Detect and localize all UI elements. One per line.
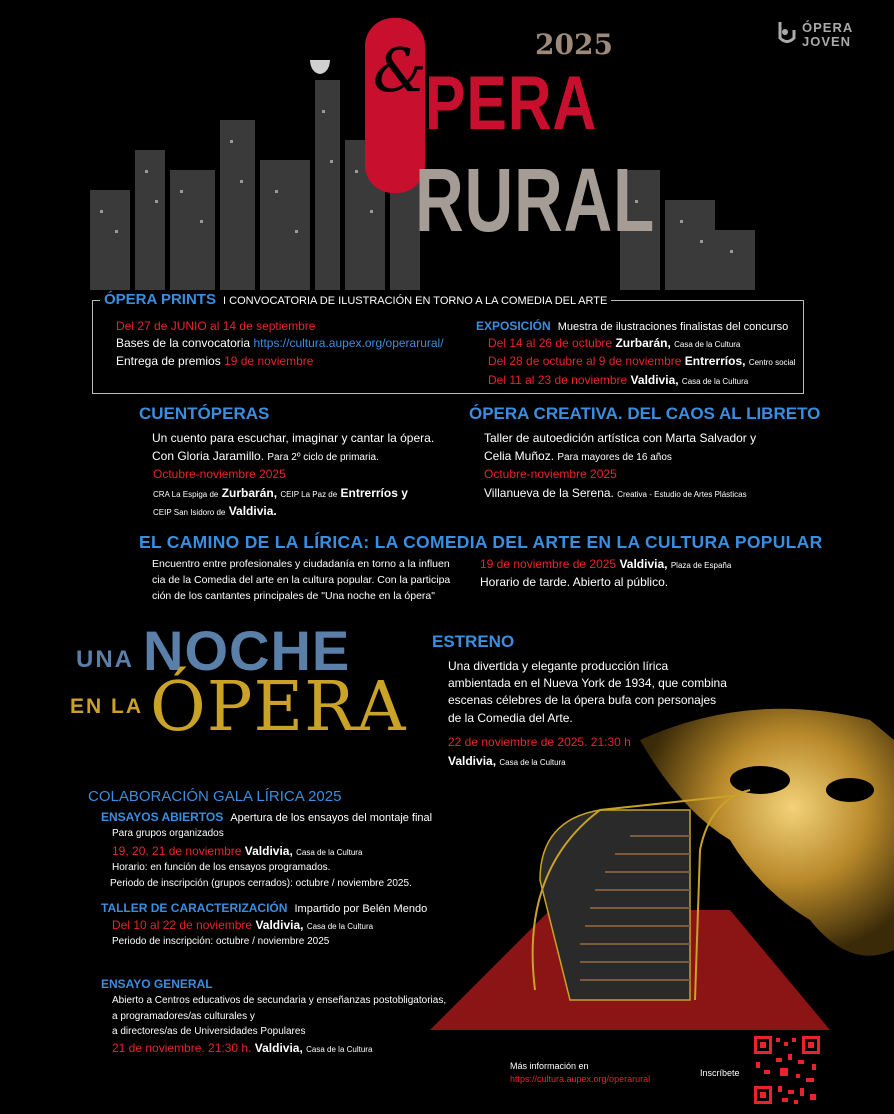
expo-venue: Casa de la Cultura: [674, 340, 741, 349]
expo-date: Del 28 de octubre al 9 de noviembre: [488, 354, 682, 368]
estreno-venue: Casa de la Cultura: [499, 758, 566, 767]
cuentoperas-venues-row1: [153, 486, 408, 500]
prints-prize-row: [116, 354, 313, 368]
camino-text2: cia de la Comedia del arte en la cultura popular. Con la participa: [152, 574, 451, 586]
creativa-title: ÓPERA CREATIVA. DEL CAOS AL LIBRETO: [469, 404, 821, 423]
ensayos-period: Periodo de inscripción (grupos cerrados): octubre / noviembre 2025.: [110, 878, 412, 889]
footer-more: Más información en: [510, 1061, 589, 1071]
venue-prefix: CEIP La Paz de: [280, 490, 338, 499]
noche-noche: NOCHE: [143, 619, 351, 682]
prints-prize-label: Entrega de premios: [116, 354, 221, 368]
ensayos-venue: Casa de la Cultura: [296, 848, 363, 857]
creativa-venue: Creativa - Estudio de Artes Plásticas: [617, 490, 747, 499]
general-line1: Abierto a Centros educativos de secundaria y enseñanzas postobligatorias,: [112, 995, 447, 1006]
camino-title: EL CAMINO DE LA LÍRICA: LA COMEDIA DEL ARTE EN LA CULTURA POPULAR: [139, 532, 823, 552]
general-line3: a directores/as de Universidades Populares: [112, 1026, 306, 1037]
general-label: ENSAYO GENERAL: [101, 977, 213, 991]
expo-date: Del 14 al 26 de octubre: [488, 336, 613, 350]
hand-note-icon: [776, 18, 798, 46]
title-line-2: RURAL: [415, 151, 655, 251]
ensayos-for: Para grupos organizados: [112, 828, 224, 839]
expo-venue: Centro social: [748, 358, 796, 367]
expo-place: Zurbarán,: [615, 336, 671, 350]
cuentoperas-dates: Octubre-noviembre 2025: [153, 467, 286, 481]
prints-heading: [100, 291, 611, 308]
qr-code-icon[interactable]: [752, 1034, 822, 1106]
expo-item: [488, 336, 740, 350]
estreno-line3: escenas célebres de la ópera bufa con personajes: [448, 693, 717, 707]
prints-title: ÓPERA PRINTS: [104, 291, 216, 308]
general-place: Valdivia,: [254, 1041, 303, 1055]
expo-label: EXPOSICIÓN: [476, 319, 551, 333]
prints-bases-link[interactable]: https://cultura.aupex.org/operarural/: [253, 336, 444, 350]
cuentoperas-line1: Un cuento para escuchar, imaginar y cantar la ópera.: [152, 431, 435, 445]
camino-date: 19 de noviembre de 2025: [480, 557, 617, 571]
logo-bottom-text: JOVEN: [802, 34, 852, 49]
creativa-venue-row: [484, 486, 747, 500]
camino-date-row: [480, 557, 731, 571]
general-date-row: [112, 1041, 372, 1055]
general-line2: a programadores/as culturales y: [112, 1011, 255, 1022]
logo-top-text: ÓPERA: [802, 20, 854, 35]
camino-venue: Plaza de España: [670, 561, 732, 570]
ensayos-date-row: [112, 844, 362, 858]
taller-place: Valdivia,: [255, 918, 304, 932]
noche-opera: ÓPERA: [150, 668, 407, 747]
creativa-host: Celia Muñoz.: [484, 449, 555, 463]
taller-venue: Casa de la Cultura: [306, 922, 374, 931]
estreno-title: ESTRENO: [432, 632, 515, 651]
venue-place: Zurbarán,: [221, 486, 278, 500]
footer-signup: Inscríbete: [700, 1068, 740, 1078]
expo-date: Del 11 al 23 de noviembre: [488, 373, 628, 387]
estreno-line4: de la Comedia del Arte.: [448, 711, 573, 725]
title-line-1: PERA: [425, 61, 598, 146]
taller-period: Periodo de inscripción: octubre / noviembre 2025: [112, 936, 330, 947]
ensayos-heading-row: [101, 810, 432, 824]
estreno-line1: Una divertida y elegante producción lírica: [448, 659, 669, 673]
expo-item: [488, 373, 748, 387]
expo-place: Valdivia,: [630, 373, 679, 387]
estreno-date: 22 de noviembre de 2025. 21:30 h: [448, 735, 631, 749]
expo-heading-row: [476, 319, 788, 333]
creativa-dates: Octubre-noviembre 2025: [484, 467, 617, 481]
taller-label: TALLER DE CARACTERIZACIÓN: [101, 901, 288, 915]
creativa-place: Villanueva de la Serena.: [484, 486, 614, 500]
ensayos-label: ENSAYOS ABIERTOS: [101, 810, 224, 824]
general-venue: Casa de la Cultura: [306, 1045, 373, 1054]
taller-date: Del 10 al 22 de noviembre: [112, 918, 253, 932]
opera-joven-logo: [776, 18, 876, 48]
venue-prefix: CRA La Espiga de: [153, 490, 219, 499]
camino-place: Valdivia,: [619, 557, 668, 571]
venue-place: Valdivia.: [228, 504, 277, 518]
footer-url[interactable]: https://cultura.aupex.org/operarural: [510, 1074, 651, 1084]
cuentoperas-host: Con Gloria Jaramillo.: [152, 449, 265, 463]
camino-note: Horario de tarde. Abierto al público.: [480, 575, 669, 589]
cuentoperas-venues-row2: [153, 504, 277, 518]
taller-heading-row: [101, 901, 427, 915]
year-label: 2025: [535, 28, 613, 61]
general-date: 21 de noviembre. 21:30 h.: [112, 1041, 252, 1055]
expo-venue: Casa de la Cultura: [681, 377, 749, 386]
ampersand-o-mark: &: [365, 18, 425, 193]
ensayos-place: Valdivia,: [244, 844, 293, 858]
cuentoperas-line2: [152, 449, 379, 463]
prints-subtitle: I CONVOCATORIA DE ILUSTRACIÓN EN TORNO A LA COMEDIA DEL ARTE: [223, 295, 608, 307]
cuentoperas-audience: Para 2º ciclo de primaria.: [267, 452, 379, 463]
expo-desc: Muestra de ilustraciones finalistas del concurso: [557, 321, 789, 333]
creativa-line1: Taller de autoedición artística con Marta Salvador y: [484, 431, 757, 445]
ensayos-hours: Horario: en función de los ensayos programados.: [112, 862, 331, 873]
prints-bases-row: [116, 336, 444, 350]
venue-place: Entrerríos y: [340, 486, 408, 500]
camino-text3: ción de los cantantes principales de "Una noche en la ópera": [152, 590, 435, 602]
prints-prize-date: 19 de noviembre: [224, 354, 314, 368]
ensayos-desc: Apertura de los ensayos del montaje final: [230, 812, 433, 824]
camino-text1: Encuentro entre profesionales y ciudadanía en torno a la influen: [152, 558, 450, 570]
noche-en-la: EN LA: [70, 695, 143, 718]
estreno-place: Valdivia,: [448, 754, 497, 768]
ensayos-date: 19, 20, 21 de noviembre: [112, 844, 242, 858]
estreno-line2: ambientada en el Nueva York de 1934, que combina: [448, 676, 727, 690]
taller-desc: Impartido por Belén Mendo: [294, 903, 428, 915]
venue-prefix: CEIP San Isidoro de: [153, 508, 226, 517]
creativa-line2: [484, 449, 672, 463]
creativa-audience: Para mayores de 16 años: [557, 452, 672, 463]
noche-una: UNA: [76, 646, 134, 673]
gala-title: COLABORACIÓN GALA LÍRICA 2025: [88, 788, 342, 805]
expo-place: Entrerríos,: [684, 354, 746, 368]
prints-dates: Del 27 de JUNIO al 14 de septiembre: [116, 319, 316, 333]
mask-staircase-illustration: [430, 700, 894, 1050]
prints-bases-label: Bases de la convocatoria: [116, 336, 251, 350]
cuentoperas-title: CUENTÓPERAS: [139, 404, 270, 423]
expo-item: [488, 354, 796, 368]
taller-date-row: [112, 918, 373, 932]
